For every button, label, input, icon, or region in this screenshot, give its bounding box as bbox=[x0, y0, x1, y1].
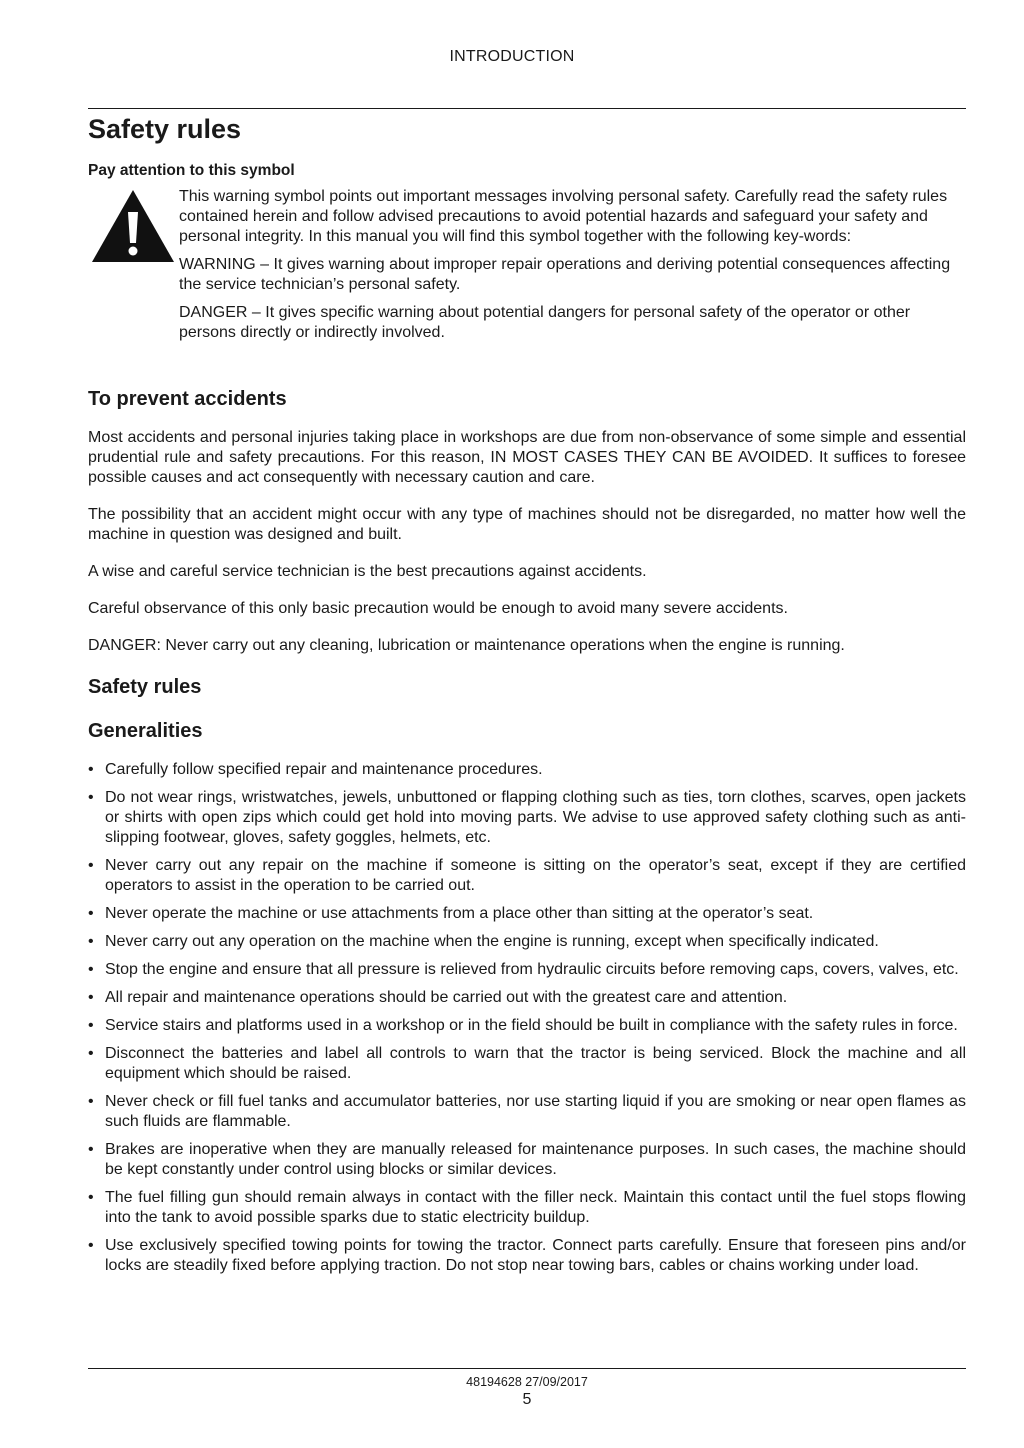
bullet-icon: • bbox=[88, 905, 94, 922]
list-item: • Do not wear rings, wristwatches, jewels, unbuttoned or flapping clothing such as ties, torn clothes, scarves, open jackets or shirts with open zips which could get hold into moving parts. We advise to use approved safety clothing such as anti-slipping footwear, gloves, safety goggles, helmets, etc. bbox=[88, 789, 966, 846]
list-item: • Brakes are inoperative when they are manually released for maintenance purposes. In such cases, the machine should be kept constantly under control using blocks or similar devices. bbox=[88, 1141, 966, 1178]
footer-divider bbox=[88, 1368, 966, 1369]
bullet-icon: • bbox=[88, 1045, 94, 1062]
list-item: • The fuel filling gun should remain always in contact with the filler neck. Maintain this contact until the fuel stops flowing into the tank to avoid possible sparks due to static electricity buildup. bbox=[88, 1189, 966, 1226]
bullet-icon: • bbox=[88, 1017, 94, 1034]
prevent-accidents-heading: To prevent accidents bbox=[88, 388, 287, 410]
prevent-accidents-body bbox=[88, 428, 966, 673]
list-item: • Never carry out any repair on the machine if someone is sitting on the operator’s seat, except if they are certified operators to assist in the operation to be carried out. bbox=[88, 857, 966, 894]
danger-paragraph: DANGER: Never carry out any cleaning, lubrication or maintenance operations when the engine is running. bbox=[88, 637, 845, 654]
bullet-icon: • bbox=[88, 761, 94, 778]
bullet-icon: • bbox=[88, 789, 94, 806]
document-id: 48194628 27/09/2017 bbox=[466, 1375, 588, 1389]
bullet-icon: • bbox=[88, 1093, 94, 1110]
paragraph: Careful observance of this only basic precaution would be enough to avoid many severe accidents. bbox=[88, 600, 788, 617]
safety-rules-heading: Safety rules bbox=[88, 676, 202, 698]
list-item: • Never carry out any operation on the machine when the engine is running, except when specifically indicated. bbox=[88, 933, 879, 950]
bullet-icon: • bbox=[88, 857, 94, 874]
list-item: • All repair and maintenance operations should be carried out with the greatest care and attention. bbox=[88, 989, 788, 1006]
symbol-heading: Pay attention to this symbol bbox=[88, 162, 295, 179]
paragraph: A wise and careful service technician is the best precautions against accidents. bbox=[88, 563, 647, 580]
bullet-icon: • bbox=[88, 933, 94, 950]
header-divider bbox=[88, 108, 966, 109]
bullet-icon: • bbox=[88, 961, 94, 978]
list-item: • Use exclusively specified towing points for towing the tractor. Connect parts carefully. Ensure that foreseen pins and/or locks are steadily fixed before applying traction. Do not stop near towing bars, cables or chains working under load. bbox=[88, 1237, 966, 1274]
bullet-icon: • bbox=[88, 989, 94, 1006]
list-item: • Disconnect the batteries and label all controls to warn that the tractor is being serviced. Block the machine and all equipment which should be raised. bbox=[88, 1045, 966, 1082]
page-title: Safety rules bbox=[88, 114, 242, 144]
list-item: • Service stairs and platforms used in a workshop or in the field should be built in compliance with the safety rules in force. bbox=[88, 1017, 958, 1034]
list-item: • Never check or fill fuel tanks and accumulator batteries, nor use starting liquid if you are smoking or near open flames as such fluids are flammable. bbox=[88, 1093, 966, 1130]
symbol-intro-paragraph: This warning symbol points out important messages involving personal safety. Carefully read the safety rules contained herein and follow advised precautions to avoid potential hazards and safeguard your safety and personal integrity. In this manual you will find this symbol together with the following key-words: bbox=[179, 188, 948, 245]
paragraph: Most accidents and personal injuries taking place in workshops are due from non-observance of some simple and essential prudential rule and safety precautions. For this reason, IN MOST CASES THEY CAN BE AVOIDED. It suffices to foresee possible causes and act consequently with necessary caution and care. bbox=[88, 429, 966, 486]
warning-triangle-icon bbox=[90, 188, 176, 264]
warning-definition: WARNING – It gives warning about improper repair operations and deriving potential consequences affecting the service technician’s personal safety. bbox=[179, 256, 951, 293]
bullet-icon: • bbox=[88, 1237, 94, 1254]
list-item: • Stop the engine and ensure that all pressure is relieved from hydraulic circuits before removing caps, covers, valves, etc. bbox=[88, 961, 959, 978]
paragraph: The possibility that an accident might occur with any type of machines should not be disregarded, no matter how well the machine in question was designed and built. bbox=[88, 506, 966, 543]
list-item: • Never operate the machine or use attachments from a place other than sitting at the operator’s seat. bbox=[88, 905, 814, 922]
page-number: 5 bbox=[522, 1391, 532, 1408]
generalities-heading: Generalities bbox=[88, 720, 203, 742]
running-header: INTRODUCTION bbox=[449, 48, 575, 65]
danger-definition: DANGER – It gives specific warning about potential dangers for personal safety of the operator or other persons directly or indirectly involved. bbox=[179, 304, 911, 341]
list-item: • Carefully follow specified repair and maintenance procedures. bbox=[88, 761, 543, 778]
bullet-icon: • bbox=[88, 1189, 94, 1206]
symbol-description bbox=[179, 187, 966, 351]
bullet-icon: • bbox=[88, 1141, 94, 1158]
generalities-list bbox=[88, 760, 966, 1284]
